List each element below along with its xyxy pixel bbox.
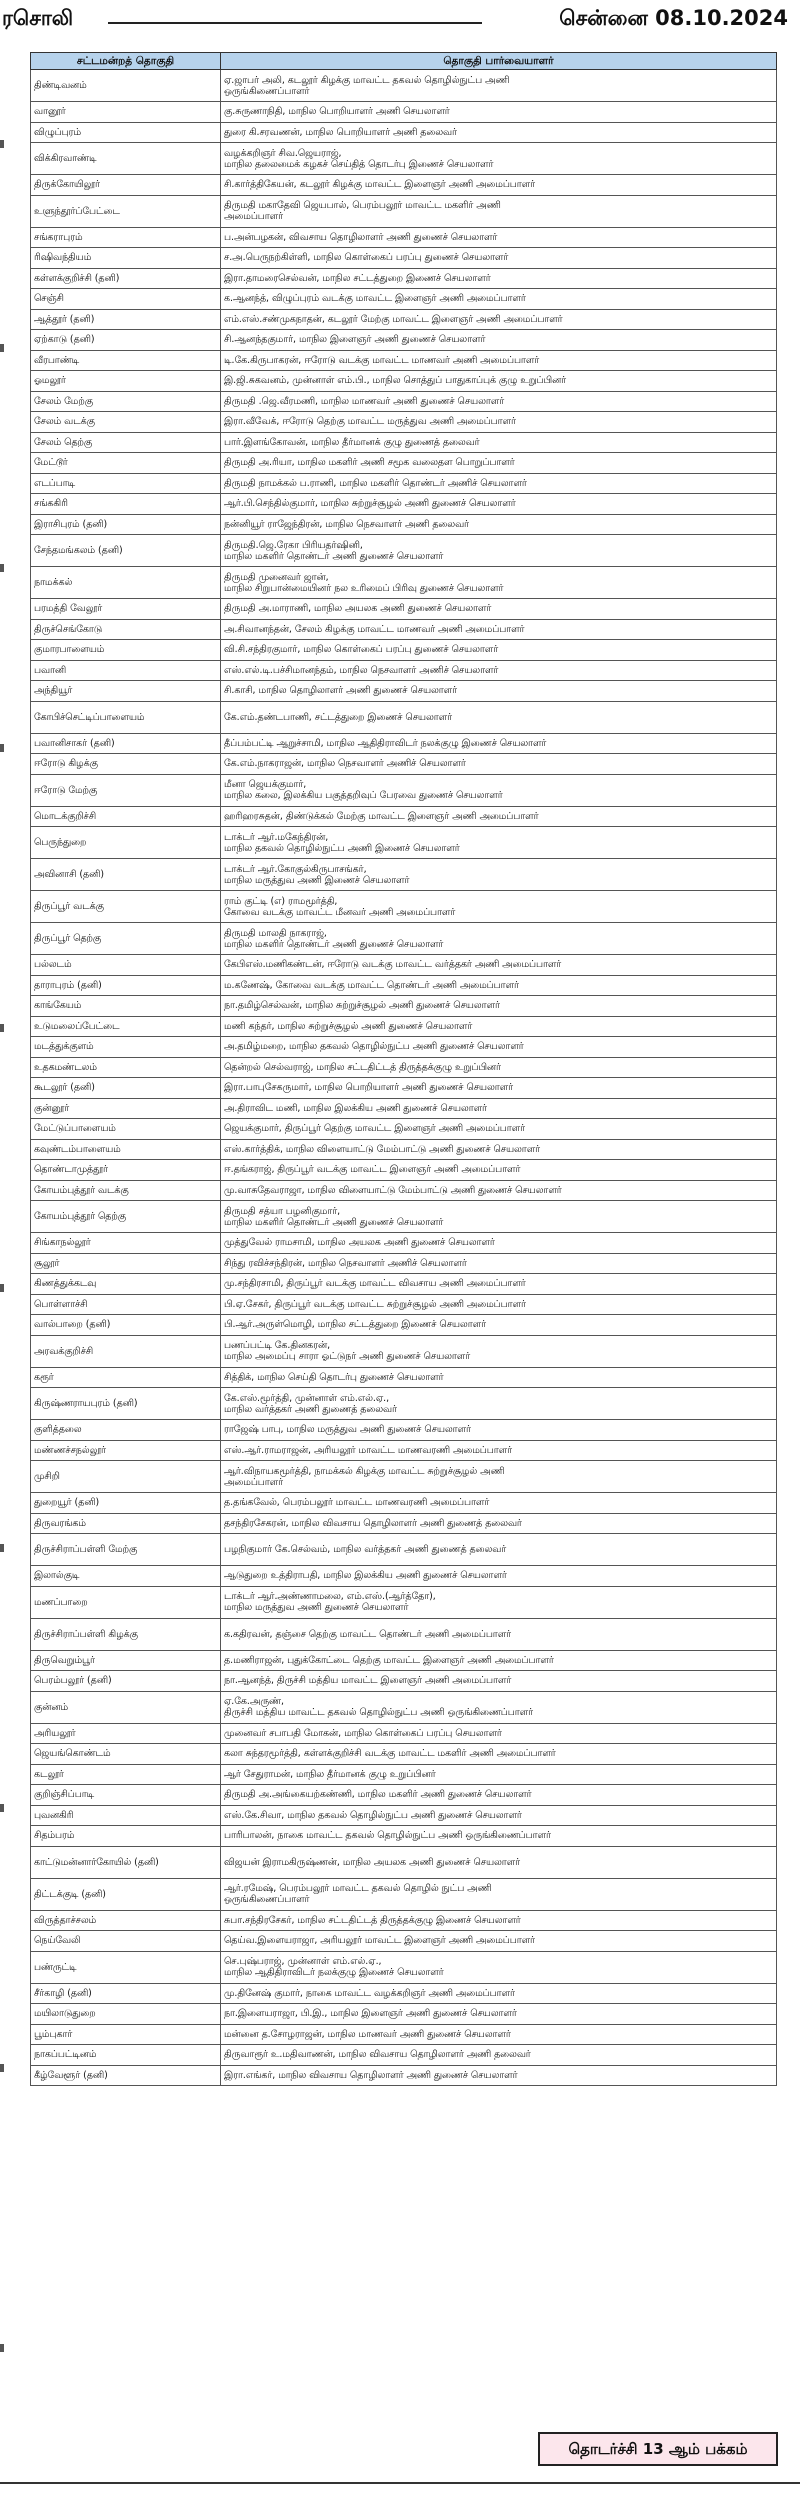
table-row xyxy=(31,175,777,196)
constituency-cell: மண்ணச்சநல்லூர் xyxy=(31,1440,221,1461)
constituency-cell: பூம்புகார் xyxy=(31,2024,221,2045)
table-row xyxy=(31,371,777,392)
observer-cell: ஆர்.பி.செந்தில்குமார், மாநில சுற்றுச்சூழல் அணி துணைச் செயலாளர் xyxy=(221,494,777,515)
constituency-cell: திருப்பூர் வடக்கு xyxy=(31,891,221,923)
constituency-cell: சிங்காநல்லூர் xyxy=(31,1233,221,1254)
constituency-cell: துறையூர் (தனி) xyxy=(31,1493,221,1514)
table-row xyxy=(31,514,777,535)
table-row xyxy=(31,1078,777,1099)
observer-cell: ப.அன்பழகன், விவசாய தொழிலாளர் அணி துணைச் செயலாளர் xyxy=(221,227,777,248)
constituency-cell: குன்னம் xyxy=(31,1691,221,1723)
observer-cell: முனைவர் சபாபதி மோகன், மாநில கொள்கைப் பரப்பு செயலாளர் xyxy=(221,1723,777,1744)
observer-cell: அ.சிவானந்தன், சேலம் கிழக்கு மாவட்ட மாணவர் அணி அமைப்பாளர் xyxy=(221,619,777,640)
table-row xyxy=(31,1294,777,1315)
constituency-cell: கோயம்புத்தூர் வடக்கு xyxy=(31,1180,221,1201)
observer-cell: த.தங்கவேல், பெரம்பலூர் மாவட்ட மாணவரணி அமைப்பாளர் xyxy=(221,1493,777,1514)
constituency-cell: கள்ளக்குறிச்சி (தனி) xyxy=(31,268,221,289)
observer-cell: பாரிபாலன், நாகை மாவட்ட தகவல் தொழில்நுட்ப அணி ஒருங்கிணைப்பாளர் xyxy=(221,1826,777,1847)
observer-cell: சுபா.சந்திரசேகர், மாநில சட்டதிட்டத் திருத்தக்குழு இணைச் செயலாளர் xyxy=(221,1910,777,1931)
table-row xyxy=(31,1878,777,1910)
table-row xyxy=(31,1650,777,1671)
constituency-cell: சீர்காழி (தனி) xyxy=(31,1983,221,2004)
observer-cell: டி.கே.கிருபாகரன், ஈரோடு வடக்கு மாவட்ட மாணவர் அணி அமைப்பாளர் xyxy=(221,350,777,371)
observer-cell: க.கதிரவன், தஞ்சை தெற்கு மாவட்ட தொண்டர் அணி அமைப்பாளர் xyxy=(221,1618,777,1650)
page-header xyxy=(0,0,800,44)
constituency-observer-table xyxy=(30,52,777,2086)
observer-cell: திருவாரூர் உ.மதிவாணன், மாநில விவசாய தொழிலாளர் அணி தலைவர் xyxy=(221,2045,777,2066)
constituency-cell: சூலூர் xyxy=(31,1253,221,1274)
observer-cell: செ.புஷ்பராஜ், முன்னாள் எம்.எல்.ஏ., மாநில ஆதிதிராவிடர் நலக்குழு இணைச் செயலாளர் xyxy=(221,1951,777,1983)
constituency-cell: மடத்துக்குளம் xyxy=(31,1037,221,1058)
table-row xyxy=(31,1723,777,1744)
observer-cell: திருமதி .ஜெ.வீரமணி, மாநில மாணவர் அணி துணைச் செயலாளர் xyxy=(221,391,777,412)
constituency-cell: திருச்சிராப்பள்ளி கிழக்கு xyxy=(31,1618,221,1650)
observer-cell: த.மணிராஜன், புதுக்கோட்டை தெற்கு மாவட்ட இளைஞர் அணி அமைப்பாளர் xyxy=(221,1650,777,1671)
edge-fragment xyxy=(0,1024,4,1032)
observer-cell: பார்.இளங்கோவன், மாநில தீர்மானக் குழு துணைத் தலைவர் xyxy=(221,432,777,453)
constituency-cell: உதகமண்டலம் xyxy=(31,1057,221,1078)
table-row xyxy=(31,1057,777,1078)
table-row xyxy=(31,806,777,827)
table-row xyxy=(31,891,777,923)
observer-cell: விஜயன் இராமகிருஷ்ணன், மாநில அயலக அணி துணைச் செயலாளர் xyxy=(221,1846,777,1878)
observer-cell: நா.தமிழ்செல்வன், மாநில சுற்றுச்சூழல் அணி துணைச் செயலாளர் xyxy=(221,996,777,1017)
constituency-cell: உடுமலைப்பேட்டை xyxy=(31,1016,221,1037)
observer-cell: திருமதி முனைவர் ஜான், மாநில சிறுபான்மையினர் நல உரிமைப் பிரிவு துணைச் செயலாளர் xyxy=(221,567,777,599)
observer-cell: கே.எம்.தண்டபாணி, சட்டத்துறை இணைச் செயலாளர் xyxy=(221,701,777,733)
table-row xyxy=(31,754,777,775)
constituency-cell: எடப்பாடி xyxy=(31,473,221,494)
table-row xyxy=(31,1016,777,1037)
table-row xyxy=(31,535,777,567)
table-row xyxy=(31,1764,777,1785)
observer-cell: கு.சுருணாநிதி, மாநில பொறியாளர் அணி செயலாளர் xyxy=(221,102,777,123)
edge-fragment xyxy=(0,1804,4,1812)
constituency-cell: நாமக்கல் xyxy=(31,567,221,599)
observer-cell: டாக்டர் ஆர்.மகேந்திரன், மாநில தகவல் தொழில்நுட்ப அணி இணைச் செயலாளர் xyxy=(221,827,777,859)
constituency-cell: ஏற்காடு (தனி) xyxy=(31,330,221,351)
table-header-row xyxy=(31,53,777,70)
constituency-cell: பண்ருட்டி xyxy=(31,1951,221,1983)
constituency-cell: முசிறி xyxy=(31,1461,221,1493)
constituency-cell: விருத்தாச்சலம் xyxy=(31,1910,221,1931)
table-row xyxy=(31,1618,777,1650)
header-rule xyxy=(108,22,482,24)
observer-cell: மு.தினேஷ் குமார், நாகை மாவட்ட வழக்கறிஞர் அணி அமைப்பாளர் xyxy=(221,1983,777,2004)
observer-cell: வி.சி.சந்திரகுமார், மாநில கொள்கைப் பரப்பு துணைச் செயலாளர் xyxy=(221,640,777,661)
observer-cell: ஆர்.ரமேஷ், பெரம்பலூர் மாவட்ட தகவல் தொழில் நுட்ப அணி ஒருங்கிணைப்பாளர் xyxy=(221,1878,777,1910)
observer-cell: ஈ.தங்கராஜ், திருப்பூர் வடக்கு மாவட்ட இளைஞர் அணி அமைப்பாளர் xyxy=(221,1160,777,1181)
table-row xyxy=(31,494,777,515)
table-row xyxy=(31,955,777,976)
edge-fragment xyxy=(0,1544,4,1552)
observer-cell: மீனா ஜெயக்குமார், மாநில கலை, இலக்கிய பகுத்தறிவுப் பேரவை துணைச் செயலாளர் xyxy=(221,774,777,806)
constituency-column-header: சட்டமன்றத் தொகுதி xyxy=(31,53,221,70)
observer-cell: எஸ்.ஆர்.ராமராஜன், அரியலூர் மாவட்ட மாணவரணி அமைப்பாளர் xyxy=(221,1440,777,1461)
constituency-cell: தாராபுரம் (தனி) xyxy=(31,975,221,996)
table-row xyxy=(31,1566,777,1587)
constituency-cell: மொடக்குறிச்சி xyxy=(31,806,221,827)
left-column-edge xyxy=(0,44,6,2484)
edge-fragment xyxy=(0,2064,4,2072)
table-row xyxy=(31,453,777,474)
constituency-cell: விக்கிரவாண்டி xyxy=(31,143,221,175)
constituency-cell: ஈரோடு கிழக்கு xyxy=(31,754,221,775)
table-row xyxy=(31,1274,777,1295)
table-row xyxy=(31,1335,777,1367)
constituency-cell: குன்னூர் xyxy=(31,1098,221,1119)
observer-cell: பணப்பட்டி கே.தினகரன், மாநில அமைப்பு சாரா ஓட்டுநர் அணி துணைச் செயலாளர் xyxy=(221,1335,777,1367)
table-row xyxy=(31,1461,777,1493)
observer-cell: ஜெயக்குமார், திருப்பூர் தெற்கு மாவட்ட இளைஞர் அணி அமைப்பாளர் xyxy=(221,1119,777,1140)
table-row xyxy=(31,1805,777,1826)
table-row xyxy=(31,268,777,289)
observer-cell: திருமதி மாலதி நாகராஜ், மாநில மகளிர் தொண்டர் அணி துணைச் செயலாளர் xyxy=(221,923,777,955)
observer-cell: இரா.தாமரைசெல்வன், மாநில சட்டத்துறை இணைச் செயலாளர் xyxy=(221,268,777,289)
constituency-cell: செஞ்சி xyxy=(31,289,221,310)
table-row xyxy=(31,1037,777,1058)
table-row xyxy=(31,1951,777,1983)
constituency-cell: அவினாசி (தனி) xyxy=(31,859,221,891)
observer-cell: திருமதி அ.மாராணி, மாநில அயலக அணி துணைச் செயலாளர் xyxy=(221,599,777,620)
constituency-cell: சேலம் தெற்கு xyxy=(31,432,221,453)
bottom-rule xyxy=(0,2482,800,2484)
table-row xyxy=(31,1420,777,1441)
observer-cell: தசந்திரசேகரன், மாநில விவசாய தொழிலாளர் அணி துணைத் தலைவர் xyxy=(221,1513,777,1534)
observer-cell: இரா.எங்கர், மாநில விவசாய தொழிலாளர் அணி துணைச் செயலாளர் xyxy=(221,2065,777,2086)
constituency-cell: சேந்தமங்கலம் (தனி) xyxy=(31,535,221,567)
continued-on-page-box: தொடர்ச்சி 13 ஆம் பக்கம் xyxy=(538,2432,778,2466)
observer-cell: தெய்வ.இளையராஜா, அரியலூர் மாவட்ட இளைஞர் அணி அமைப்பாளர் xyxy=(221,1931,777,1952)
observer-cell: பி.ஏ.சேகர், திருப்பூர் வடக்கு மாவட்ட சுற்றுச்சூழல் அணி அமைப்பாளர் xyxy=(221,1294,777,1315)
observer-cell: நா.இளையராஜா, பி.இ., மாநில இளைஞர் அணி துணைச் செயலாளர் xyxy=(221,2004,777,2025)
constituency-cell: ஈரோடு மேற்கு xyxy=(31,774,221,806)
table-row xyxy=(31,599,777,620)
constituency-cell: பவானி xyxy=(31,660,221,681)
observer-cell: மு.வாசுதேவராஜா, மாநில விளையாட்டு மேம்பாட்டு அணி துணைச் செயலாளர் xyxy=(221,1180,777,1201)
table-row xyxy=(31,2065,777,2086)
constituency-cell: ஆத்தூர் (தனி) xyxy=(31,309,221,330)
observer-cell: ஏ.கே.அருண், திருச்சி மத்திய மாவட்ட தகவல் தொழில்நுட்ப அணி ஒருங்கிணைப்பாளர் xyxy=(221,1691,777,1723)
table-row xyxy=(31,859,777,891)
observer-cell: சிந்து ரவிச்சந்திரன், மாநில நெசவாளர் அணிச் செயலாளர் xyxy=(221,1253,777,1274)
table-row xyxy=(31,1513,777,1534)
table-row xyxy=(31,1691,777,1723)
table-row xyxy=(31,412,777,433)
observer-cell: கே.எஸ்.மூர்த்தி, முன்னாள் எம்.எல்.ஏ., மாநில வர்த்தகர் அணி துணைத் தலைவர் xyxy=(221,1388,777,1420)
constituency-cell: ரிஷிவந்தியம் xyxy=(31,248,221,269)
table-row xyxy=(31,1534,777,1566)
table-row xyxy=(31,774,777,806)
constituency-cell: பொள்ளாச்சி xyxy=(31,1294,221,1315)
observer-cell: எம்.எஸ்.சண்முகநாதன், கடலூர் மேற்கு மாவட்ட இளைஞர் அணி அமைப்பாளர் xyxy=(221,309,777,330)
constituency-cell: மேட்டுப்பாளையம் xyxy=(31,1119,221,1140)
observer-cell: கே.எம்.நாகராஜன், மாநில நெசவாளர் அணிச் செயலாளர் xyxy=(221,754,777,775)
constituency-cell: கரூர் xyxy=(31,1367,221,1388)
table-row xyxy=(31,1785,777,1806)
table-row xyxy=(31,330,777,351)
observer-cell: திருமதி அ.ரியா, மாநில மகளிர் அணி சமூக வலைதள பொறுப்பாளர் xyxy=(221,453,777,474)
table-row xyxy=(31,681,777,702)
edge-fragment xyxy=(0,2344,4,2352)
observer-cell: கேபிஎஸ்.மணிகண்டன், ஈரோடு வடக்கு மாவட்ட வர்த்தகர் அணி அமைப்பாளர் xyxy=(221,955,777,976)
constituency-cell: கூடலூர் (தனி) xyxy=(31,1078,221,1099)
constituency-cell: ஜெயங்கொண்டம் xyxy=(31,1744,221,1765)
table-row xyxy=(31,1846,777,1878)
table-row xyxy=(31,1180,777,1201)
observer-cell: சித்திக், மாநில செய்தி தொடர்பு துணைச் செயலாளர் xyxy=(221,1367,777,1388)
table-row xyxy=(31,195,777,227)
observer-cell: திருமதி நாமக்கல் ப.ராணி, மாநில மகளிர் தொண்டர் அணிச் செயலாளர் xyxy=(221,473,777,494)
observer-column-header: தொகுதி பார்வையாளர் xyxy=(221,53,777,70)
observer-cell: திருமதி அ.அங்கையற்கண்ணி, மாநில மகளிர் அணி துணைச் செயலாளர் xyxy=(221,1785,777,1806)
table-row xyxy=(31,1098,777,1119)
constituency-cell: கோயம்புத்தூர் தெற்கு xyxy=(31,1201,221,1233)
observer-cell: வழக்கறிஞர் சிவ.ஜெயராஜ், மாநில தலைமைக் கழகச் செய்தித் தொடர்பு இணைச் செயலாளர் xyxy=(221,143,777,175)
table-row xyxy=(31,70,777,102)
observer-cell: ஆர்.விநாயகமூர்த்தி, நாமக்கல் கிழக்கு மாவட்ட சுற்றுச்சூழல் அணி அமைப்பாளர் xyxy=(221,1461,777,1493)
constituency-cell: சங்ககிரி xyxy=(31,494,221,515)
table-row xyxy=(31,2024,777,2045)
table-row xyxy=(31,350,777,371)
constituency-cell: பரமத்தி வேலூர் xyxy=(31,599,221,620)
table-row xyxy=(31,619,777,640)
constituency-cell: திருச்செங்கோடு xyxy=(31,619,221,640)
table-row xyxy=(31,827,777,859)
observer-cell: சி.கார்த்திகேயன், கடலூர் கிழக்கு மாவட்ட இளைஞர் அணி அமைப்பாளர் xyxy=(221,175,777,196)
constituency-cell: சேலம் வடக்கு xyxy=(31,412,221,433)
observer-cell: முத்துவேல் ராமசாமி, மாநில அயலக அணி துணைச் செயலாளர் xyxy=(221,1233,777,1254)
table-row xyxy=(31,102,777,123)
table-row xyxy=(31,975,777,996)
table-row xyxy=(31,1139,777,1160)
table-row xyxy=(31,227,777,248)
constituency-cell: திட்டக்குடி (தனி) xyxy=(31,1878,221,1910)
table-row xyxy=(31,1233,777,1254)
observer-cell: ம.கணேஷ், கோவை வடக்கு மாவட்ட தொண்டர் அணி அமைப்பாளர் xyxy=(221,975,777,996)
constituency-cell: காட்டுமன்னார்கோயில் (தனி) xyxy=(31,1846,221,1878)
table-row xyxy=(31,1671,777,1692)
constituency-cell: இராசிபுரம் (தனி) xyxy=(31,514,221,535)
table-row xyxy=(31,309,777,330)
observer-cell: கலா சுந்தரமூர்த்தி, கள்ளக்குறிச்சி வடக்கு மாவட்ட மகளிர் அணி அமைப்பாளர் xyxy=(221,1744,777,1765)
observer-cell: நன்னியூர் ராஜேந்திரன், மாநில நெசவாளர் அணி தலைவர் xyxy=(221,514,777,535)
observer-cell: திருமதி சத்யா பழனிகுமார், மாநில மகளிர் தொண்டர் அணி துணைச் செயலாளர் xyxy=(221,1201,777,1233)
table-row xyxy=(31,143,777,175)
table-row xyxy=(31,701,777,733)
table-row xyxy=(31,1388,777,1420)
constituency-cell: நெய்வேலி xyxy=(31,1931,221,1952)
constituency-cell: திண்டிவனம் xyxy=(31,70,221,102)
constituency-cell: பெரம்பலூர் (தனி) xyxy=(31,1671,221,1692)
table-row xyxy=(31,2045,777,2066)
observer-cell: நா.ஆனந்த், திருச்சி மத்திய மாவட்ட இளைஞர் அணி அமைப்பாளர் xyxy=(221,1671,777,1692)
table-row xyxy=(31,1367,777,1388)
table-row xyxy=(31,996,777,1017)
observer-cell: ஆர் சேதுராமன், மாநில தீர்மானக் குழு உறுப்பினர் xyxy=(221,1764,777,1785)
table-row xyxy=(31,1160,777,1181)
table-row xyxy=(31,473,777,494)
constituency-cell: காங்கேயம் xyxy=(31,996,221,1017)
constituency-cell: சங்கராபுரம் xyxy=(31,227,221,248)
table-row xyxy=(31,1253,777,1274)
observer-cell: அ.திராவிட மணி, மாநில இலக்கிய அணி துணைச் செயலாளர் xyxy=(221,1098,777,1119)
constituency-cell: தொண்டாமுத்தூர் xyxy=(31,1160,221,1181)
constituency-cell: திருப்பூர் தெற்கு xyxy=(31,923,221,955)
table-row xyxy=(31,289,777,310)
observer-cell: மணி கந்தர், மாநில சுற்றுச்சூழல் அணி துணைச் செயலாளர் xyxy=(221,1016,777,1037)
table-row xyxy=(31,1826,777,1847)
constituency-cell: குமாரபாளையம் xyxy=(31,640,221,661)
constituency-cell: புவனகிரி xyxy=(31,1805,221,1826)
table-row xyxy=(31,923,777,955)
table-row xyxy=(31,122,777,143)
constituency-cell: அரவக்குறிச்சி xyxy=(31,1335,221,1367)
observer-cell: துரை கி.சரவணன், மாநில பொறியாளர் அணி தலைவர் xyxy=(221,122,777,143)
constituency-cell: விழுப்புரம் xyxy=(31,122,221,143)
table-row xyxy=(31,1440,777,1461)
observer-cell: ராஜேஷ் பாபு, மாநில மருத்துவ அணி துணைச் செயலாளர் xyxy=(221,1420,777,1441)
table-row xyxy=(31,1983,777,2004)
observer-cell: திருமதி மகாதேவி ஜெயபால், பெரம்பலூர் மாவட்ட மகளிர் அணி அமைப்பாளர் xyxy=(221,195,777,227)
constituency-cell: ஓமலூர் xyxy=(31,371,221,392)
constituency-cell: மணப்பாறை xyxy=(31,1586,221,1618)
observer-cell: ஹரிஹரசுதன், திண்டுக்கல் மேற்கு மாவட்ட இளைஞர் அணி அமைப்பாளர் xyxy=(221,806,777,827)
newspaper-name: ரசொலி xyxy=(2,6,74,30)
observer-cell: எஸ்.எல்.டி.பச்சிமானந்தம், மாநில நெசவாளர் அணிச் செயலாளர் xyxy=(221,660,777,681)
observer-cell: க.ஆனந்த், விழுப்புரம் வடக்கு மாவட்ட இளைஞர் அணி அமைப்பாளர் xyxy=(221,289,777,310)
constituency-cell: கவுண்டம்பாளையம் xyxy=(31,1139,221,1160)
table-row xyxy=(31,1586,777,1618)
observer-cell: எஸ்.கே.சிவா, மாநில தகவல் தொழில்நுட்ப அணி துணைச் செயலாளர் xyxy=(221,1805,777,1826)
observer-cell: தென்றல் செல்வராஜ், மாநில சட்டதிட்டத் திருத்தக்குழு உறுப்பினர் xyxy=(221,1057,777,1078)
constituency-cell: திருவரங்கம் xyxy=(31,1513,221,1534)
table-row xyxy=(31,1910,777,1931)
observer-cell: எஸ்.கார்த்திக், மாநில விளையாட்டு மேம்பாட்டு அணி துணைச் செயலாளர் xyxy=(221,1139,777,1160)
constituency-cell: கோபிச்செட்டிப்பாளையம் xyxy=(31,701,221,733)
observer-cell: சி.ஆனந்தகுமார், மாநில இளைஞர் அணி துணைச் செயலாளர் xyxy=(221,330,777,351)
constituency-cell: கிருஷ்ணராயபுரம் (தனி) xyxy=(31,1388,221,1420)
observer-cell: மன்னை த.சோழராஜன், மாநில மாணவர் அணி துணைச் செயலாளர் xyxy=(221,2024,777,2045)
table-row xyxy=(31,1201,777,1233)
constituency-cell: அந்தியூர் xyxy=(31,681,221,702)
constituency-cell: மயிலாடுதுறை xyxy=(31,2004,221,2025)
table-row xyxy=(31,432,777,453)
table-body xyxy=(31,70,777,2086)
constituency-cell: இலால்குடி xyxy=(31,1566,221,1587)
constituency-cell: வானூர் xyxy=(31,102,221,123)
edge-fragment xyxy=(0,1284,4,1292)
constituency-cell: கீழ்வேளூர் (தனி) xyxy=(31,2065,221,2086)
table-row xyxy=(31,1315,777,1336)
constituency-cell: பெருந்துறை xyxy=(31,827,221,859)
observer-cell: ராம் குட்டி (எ) ராமமூர்த்தி, கோவை வடக்கு மாவட்ட மீனவர் அணி அமைப்பாளர் xyxy=(221,891,777,923)
constituency-cell: வால்பாறை (தனி) xyxy=(31,1315,221,1336)
observer-cell: இரா.பாபுசேகருமார், மாநில பொறியாளர் அணி துணைச் செயலாளர் xyxy=(221,1078,777,1099)
constituency-cell: நாகப்பட்டினம் xyxy=(31,2045,221,2066)
constituency-cell: திருச்சிராப்பள்ளி மேற்கு xyxy=(31,1534,221,1566)
observer-cell: மு.சந்திரசாமி, திருப்பூர் வடக்கு மாவட்ட விவசாய அணி அமைப்பாளர் xyxy=(221,1274,777,1295)
observer-cell: இரா.வீவேக், ஈரோடு தெற்கு மாவட்ட மருத்துவ அணி அமைப்பாளர் xyxy=(221,412,777,433)
edition-city-date: சென்னை 08.10.2024 xyxy=(559,6,788,30)
table-row xyxy=(31,640,777,661)
observer-cell: ச.அ.பெருநற்கிள்ளி, மாநில கொள்கைப் பரப்பு துணைச் செயலாளர் xyxy=(221,248,777,269)
constituency-cell: திருக்கோயிலூர் xyxy=(31,175,221,196)
table-row xyxy=(31,733,777,754)
constituency-cell: அரியலூர் xyxy=(31,1723,221,1744)
constituency-cell: பவானிசாகர் (தனி) xyxy=(31,733,221,754)
table-row xyxy=(31,2004,777,2025)
constituency-cell: கிணத்துக்கடவு xyxy=(31,1274,221,1295)
observer-cell: அ.தமிழ்மறை, மாநில தகவல் தொழில்நுட்ப அணி துணைச் செயலாளர் xyxy=(221,1037,777,1058)
constituency-cell: குளித்தலை xyxy=(31,1420,221,1441)
table-row xyxy=(31,248,777,269)
observer-cell: பழநிகுமார் கே.செல்வம், மாநில வர்த்தகர் அணி துணைத் தலைவர் xyxy=(221,1534,777,1566)
constituency-cell: கடலூர் xyxy=(31,1764,221,1785)
table-row xyxy=(31,391,777,412)
observer-cell: டாக்டர் ஆர்.அண்ணாமலை, எம்.எஸ்.(ஆர்த்தோ), மாநில மருத்துவ அணி துணைச் செயலாளர் xyxy=(221,1586,777,1618)
observer-cell: டாக்டர் ஆர்.கோகுல்கிருபாசங்கர், மாநில மருத்துவ அணி இணைச் செயலாளர் xyxy=(221,859,777,891)
observer-cell: திருமதி.ஜெ.ரேகா பிரியதர்ஷினி, மாநில மகளிர் தொண்டர் அணி துணைச் செயலாளர் xyxy=(221,535,777,567)
table-row xyxy=(31,1744,777,1765)
observer-cell: பி.ஆர்.அருள்மொழி, மாநில சட்டத்துறை இணைச் செயலாளர் xyxy=(221,1315,777,1336)
constituency-cell: மேட்டூர் xyxy=(31,453,221,474)
edge-fragment xyxy=(0,140,4,148)
observer-cell: சி.காசி, மாநில தொழிலாளர் அணி துணைச் செயலாளர் xyxy=(221,681,777,702)
constituency-cell: சிதம்பரம் xyxy=(31,1826,221,1847)
table-row xyxy=(31,660,777,681)
observer-cell: இ.ஜி.சுகவனம், முன்னாள் எம்.பி., மாநில சொத்துப் பாதுகாப்புக் குழு உறுப்பினர் xyxy=(221,371,777,392)
constituency-cell: சேலம் மேற்கு xyxy=(31,391,221,412)
constituency-cell: திருவெறும்பூர் xyxy=(31,1650,221,1671)
constituency-cell: குறிஞ்சிப்பாடி xyxy=(31,1785,221,1806)
edge-fragment xyxy=(0,344,4,352)
observer-cell: தீப்பம்பட்டி ஆறுச்சாமி, மாநில ஆதிதிராவிடர் நலக்குழு இணைச் செயலாளர் xyxy=(221,733,777,754)
edge-fragment xyxy=(0,744,4,752)
observer-cell: ஏ.ஜாபர் அலி, கடலூர் கிழக்கு மாவட்ட தகவல் தொழில்நுட்ப அணி ஒருங்கிணைப்பாளர் xyxy=(221,70,777,102)
constituency-cell: உளுந்தூர்ப்பேட்டை xyxy=(31,195,221,227)
constituency-cell: பல்லடம் xyxy=(31,955,221,976)
observer-cell: ஆடுதுறை உத்திராபதி, மாநில இலக்கிய அணி துணைச் செயலாளர் xyxy=(221,1566,777,1587)
constituency-cell: வீரபாண்டி xyxy=(31,350,221,371)
table-row xyxy=(31,1493,777,1514)
edge-fragment xyxy=(0,564,4,572)
table-row xyxy=(31,567,777,599)
table-row xyxy=(31,1119,777,1140)
table-row xyxy=(31,1931,777,1952)
